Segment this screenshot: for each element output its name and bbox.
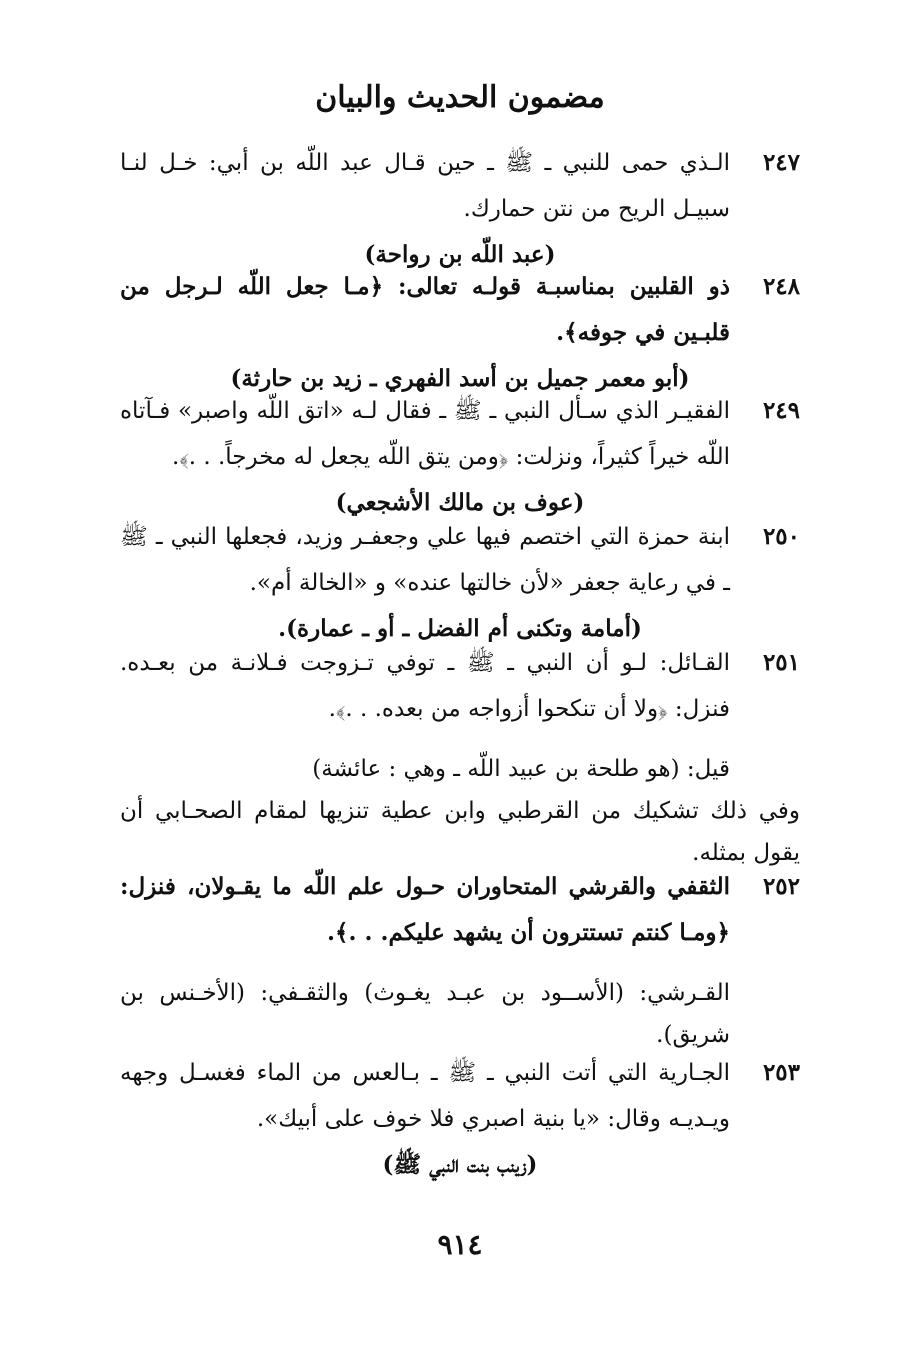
entry-attribution: (أمامة وتكنى أم الفضل ـ أو ـ عمارة). <box>278 615 642 642</box>
entry-number: ٢٤٨ <box>762 273 800 300</box>
entry-text: ذو القلبين بمناسبـة قولـه تعالى: ﴿مـا جعل اللّه لـرجل من قلبـين في جوفه﴾. <box>120 273 730 346</box>
entry-250 <box>120 514 800 650</box>
entry-number: ٢٥٢ <box>762 873 800 900</box>
entry-note: قيل: (هو طلحة بن عبيد اللّه ـ وهي : عائشة) <box>312 756 730 782</box>
entry-attribution: (أبو معمر جميل بن أسد الفهري ـ زيد بن حارثة) <box>230 365 690 392</box>
entry-attribution: (عوف بن مالك الأشجعي) <box>335 489 585 516</box>
entry-248 <box>120 264 800 400</box>
entry-number: ٢٤٧ <box>762 149 800 176</box>
entry-attribution: (عبد اللّه بن رواحة) <box>364 241 556 268</box>
entry-number: ٢٤٩ <box>762 397 800 424</box>
entry-number: ٢٥١ <box>762 649 800 676</box>
entry-text: الجـارية التي أتت النبي ـ ﷺ ـ بـالعس من الماء فغسـل وجهه ويـديـه وقال: «يا بنية اصبري فلا خوف على أبيك». <box>120 1060 730 1132</box>
page-number: ٩١٤ <box>437 1228 483 1261</box>
entry-247 <box>120 140 800 276</box>
entry-249 <box>120 388 800 524</box>
entry-text: الفقيـر الذي سـأل النبي ـ ﷺ ـ فقال لـه «اتق اللّه واصبر» فـآتاه اللّه خيراً كثيراً، ونزلت: ﴿ومن يتق اللّه يجعل له مخرجاً. . .﴾. <box>120 398 730 470</box>
entry-attribution: (زينب بنت النبي ﷺ) <box>382 1151 538 1178</box>
entry-251 <box>120 640 800 874</box>
entry-253 <box>120 1050 800 1186</box>
entry-text: القـائل: لـو أن النبي ـ ﷺ ـ توفي تـزوجت فـلانـة من بعـده. فنزل: ﴿ولا أن تنكحوا أزواجه من بعده. . .﴾. <box>120 650 730 722</box>
entry-number: ٢٥٣ <box>762 1059 800 1086</box>
entry-text: الثقفي والقرشي المتحاوران حـول علم اللّه ما يقـولان، فنزل: ﴿ومـا كنتم تستترون أن يشهد عليكم. . .﴾. <box>120 873 730 946</box>
entry-note: وفي ذلك تشكيك من القرطبي وابن عطية تنزيها لمقام الصحـابي أن يقول بمثله. <box>120 798 800 866</box>
entry-text: الـذي حمى للنبي ـ ﷺ ـ حين قـال عبد اللّه بن أبي: خـل لنـا سبيـل الريح من نتن حمارك. <box>120 150 730 222</box>
entry-note: القـرشي: (الأســود بن عبـد يغـوث) والثقـفي: (الأخـنس بن شريق). <box>120 980 730 1048</box>
entry-252 <box>120 864 800 1056</box>
page-title: مضمون الحديث والبيان <box>315 80 605 115</box>
entry-number: ٢٥٠ <box>762 523 800 550</box>
entry-text: ابنة حمزة التي اختصم فيها علي وجعفـر وزيد، فجعلها النبي ـ ﷺ ـ في رعاية جعفر «لأن خالتها عنده» و «الخالة أم». <box>120 524 730 596</box>
